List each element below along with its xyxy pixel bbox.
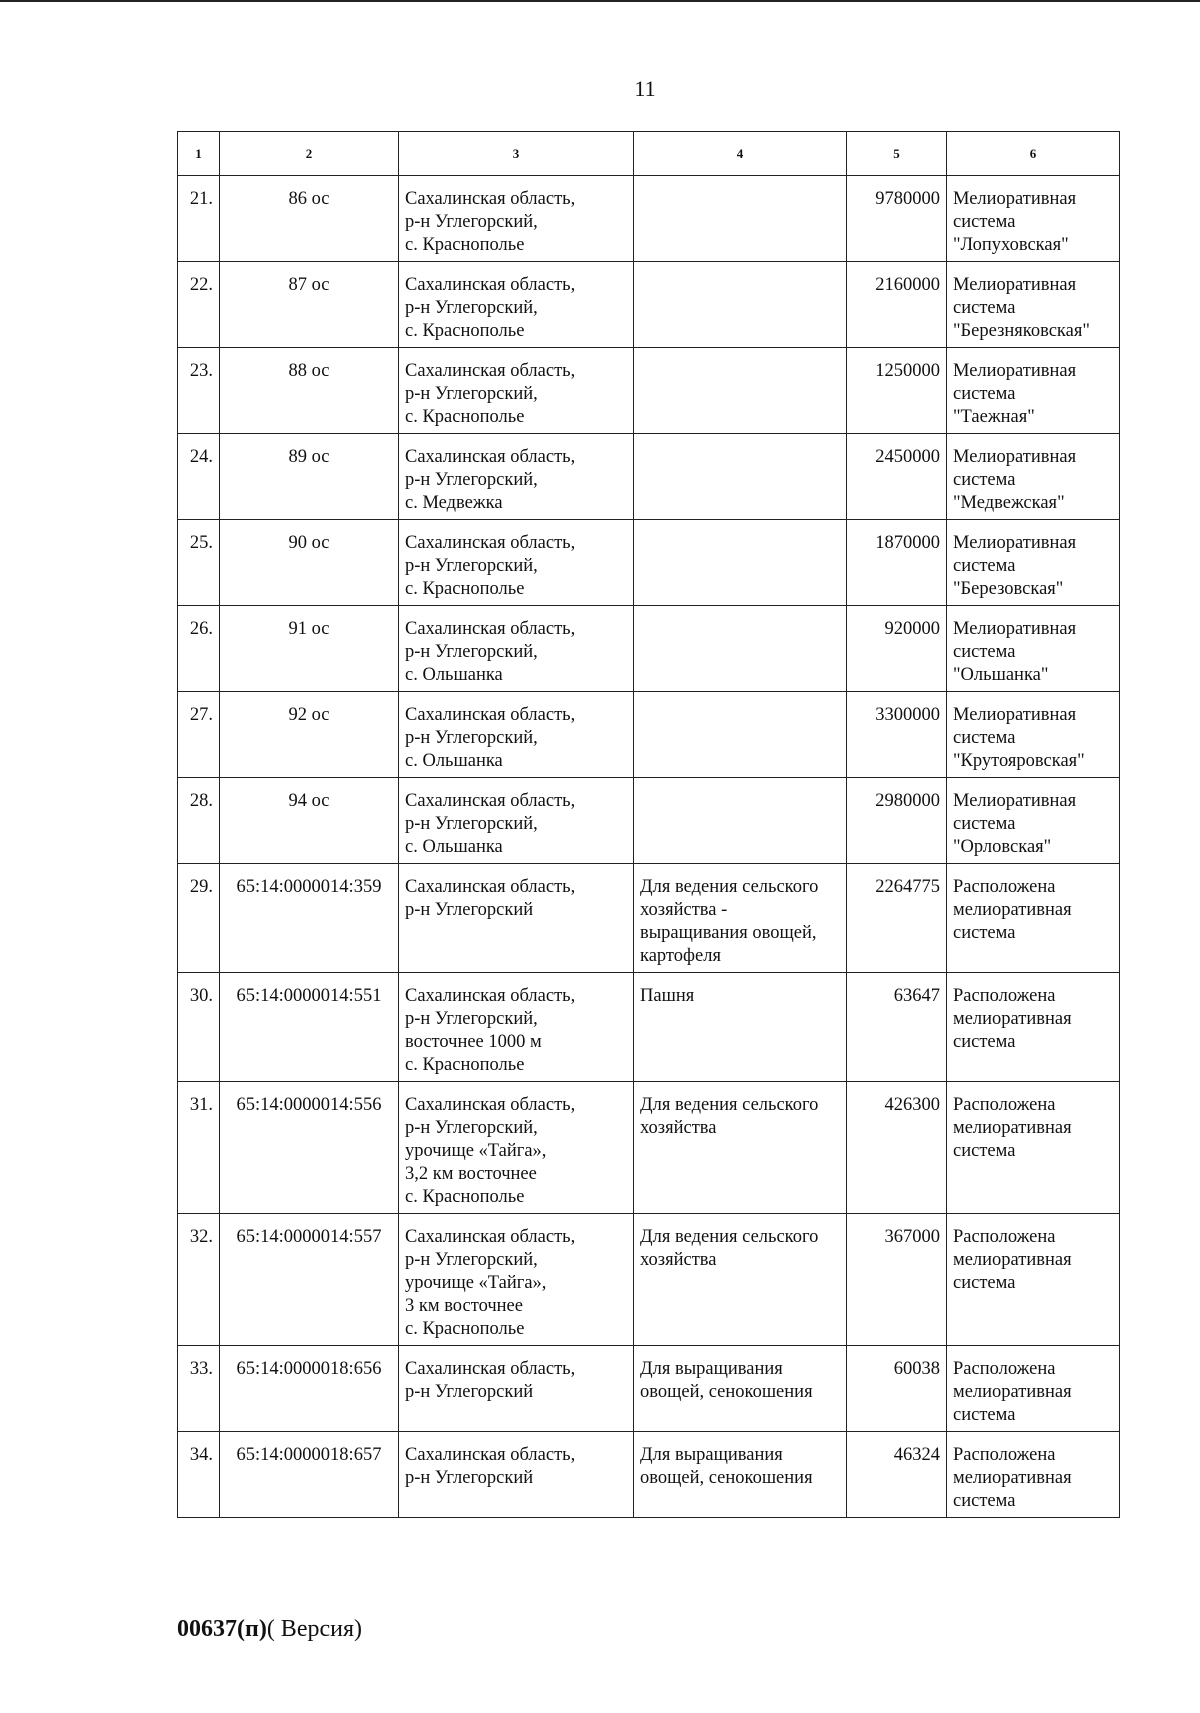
area-cell: 1250000 [847, 348, 947, 434]
cadastral-number: 65:14:0000014:557 [220, 1214, 399, 1346]
note-cell-line: система [953, 728, 1016, 748]
address-cell-line: Сахалинская область, [405, 361, 576, 381]
area-cell: 1870000 [847, 520, 947, 606]
note-cell-line: мелиоративная [953, 1382, 1072, 1402]
land-use-cell [634, 1082, 847, 1214]
note-cell-line: "Медвежская" [953, 493, 1065, 513]
address-cell [399, 176, 634, 262]
row-number: 34. [178, 1432, 220, 1518]
note-cell [947, 1082, 1120, 1214]
address-cell [399, 434, 634, 520]
note-cell-line: Расположена [953, 1227, 1056, 1247]
row-number: 21. [178, 176, 220, 262]
note-cell-line: система [953, 384, 1016, 404]
land-use-cell [634, 778, 847, 864]
area-cell: 920000 [847, 606, 947, 692]
address-cell-line: Сахалинская область, [405, 877, 576, 897]
address-cell-line: с. Краснополье [405, 1055, 525, 1075]
note-cell-line: Мелиоративная [953, 275, 1077, 295]
cadastral-number: 90 ос [220, 520, 399, 606]
area-cell: 46324 [847, 1432, 947, 1518]
address-cell [399, 864, 634, 973]
note-cell-line: система [953, 212, 1016, 232]
note-cell-line: "Крутояровская" [953, 751, 1085, 771]
cadastral-number: 89 ос [220, 434, 399, 520]
note-cell-line: система [953, 642, 1016, 662]
address-cell [399, 778, 634, 864]
address-cell [399, 348, 634, 434]
note-cell [947, 864, 1120, 973]
address-cell-line: р-н Углегорский [405, 1382, 534, 1402]
table-row [178, 864, 1120, 973]
note-cell [947, 1432, 1120, 1518]
land-use-cell-line: Для ведения сельского [640, 1095, 819, 1115]
address-cell-line: Сахалинская область, [405, 447, 576, 467]
note-cell-line: система [953, 1491, 1016, 1511]
land-registry-table [177, 131, 1120, 1518]
address-cell-line: р-н Углегорский, [405, 814, 538, 834]
note-cell-line: Мелиоративная [953, 705, 1077, 725]
land-use-cell [634, 348, 847, 434]
note-cell [947, 434, 1120, 520]
land-use-cell [634, 1214, 847, 1346]
page-top-border [0, 0, 1200, 2]
table-row [178, 606, 1120, 692]
cadastral-number: 88 ос [220, 348, 399, 434]
land-use-cell [634, 520, 847, 606]
document-code: 00637(п) [177, 1616, 267, 1642]
area-cell: 2264775 [847, 864, 947, 973]
land-use-cell [634, 864, 847, 973]
land-use-cell [634, 434, 847, 520]
note-cell [947, 973, 1120, 1082]
note-cell-line: система [953, 470, 1016, 490]
note-cell-line: Расположена [953, 1445, 1056, 1465]
address-cell-line: Сахалинская область, [405, 791, 576, 811]
address-cell [399, 606, 634, 692]
page-number: 11 [634, 76, 656, 101]
address-cell-line: р-н Углегорский, [405, 1250, 538, 1270]
address-cell-line: р-н Углегорский, [405, 384, 538, 404]
land-use-cell-line: Пашня [640, 986, 695, 1006]
table-row [178, 1214, 1120, 1346]
note-cell-line: "Березняковская" [953, 321, 1090, 341]
address-cell [399, 692, 634, 778]
area-cell: 2160000 [847, 262, 947, 348]
area-cell: 60038 [847, 1346, 947, 1432]
note-cell-line: мелиоративная [953, 1468, 1072, 1488]
row-number: 30. [178, 973, 220, 1082]
address-cell [399, 973, 634, 1082]
note-cell [947, 692, 1120, 778]
table-row [178, 262, 1120, 348]
cadastral-number: 65:14:0000014:359 [220, 864, 399, 973]
note-cell-line: мелиоративная [953, 1118, 1072, 1138]
address-cell-line: р-н Углегорский, [405, 728, 538, 748]
table-row [178, 176, 1120, 262]
column-header: 1 [178, 132, 220, 176]
address-cell-line: восточнее 1000 м [405, 1032, 542, 1052]
note-cell-line: система [953, 923, 1016, 943]
cadastral-number: 91 ос [220, 606, 399, 692]
note-cell-line: "Ольшанка" [953, 665, 1049, 685]
row-number: 26. [178, 606, 220, 692]
address-cell-line: Сахалинская область, [405, 705, 576, 725]
table-row [178, 778, 1120, 864]
address-cell-line: с. Ольшанка [405, 837, 503, 857]
address-cell-line: Сахалинская область, [405, 189, 576, 209]
land-use-cell [634, 1346, 847, 1432]
column-header: 5 [847, 132, 947, 176]
note-cell [947, 520, 1120, 606]
land-use-cell-line: овощей, сенокошения [640, 1468, 813, 1488]
note-cell [947, 606, 1120, 692]
cadastral-number: 86 ос [220, 176, 399, 262]
address-cell-line: Сахалинская область, [405, 275, 576, 295]
note-cell-line: "Лопуховская" [953, 235, 1069, 255]
land-use-cell [634, 262, 847, 348]
address-cell-line: урочище «Тайга», [405, 1273, 547, 1293]
note-cell-line: Расположена [953, 1095, 1056, 1115]
row-number: 33. [178, 1346, 220, 1432]
note-cell-line: Мелиоративная [953, 361, 1077, 381]
row-number: 24. [178, 434, 220, 520]
table-row [178, 1082, 1120, 1214]
address-cell-line: р-н Углегорский, [405, 212, 538, 232]
area-cell: 367000 [847, 1214, 947, 1346]
table-row [178, 348, 1120, 434]
note-cell-line: "Березовская" [953, 579, 1064, 599]
note-cell-line: Мелиоративная [953, 791, 1077, 811]
note-cell [947, 1346, 1120, 1432]
note-cell-line: система [953, 1141, 1016, 1161]
address-cell-line: р-н Углегорский [405, 1468, 534, 1488]
area-cell: 2980000 [847, 778, 947, 864]
land-use-cell-line: овощей, сенокошения [640, 1382, 813, 1402]
address-cell-line: Сахалинская область, [405, 533, 576, 553]
address-cell-line: с. Краснополье [405, 1319, 525, 1339]
cadastral-number: 65:14:0000014:556 [220, 1082, 399, 1214]
address-cell-line: р-н Углегорский [405, 900, 534, 920]
note-cell-line: "Таежная" [953, 407, 1035, 427]
table-row [178, 520, 1120, 606]
note-cell-line: Расположена [953, 877, 1056, 897]
address-cell-line: Сахалинская область, [405, 986, 576, 1006]
address-cell-line: с. Краснополье [405, 579, 525, 599]
row-number: 27. [178, 692, 220, 778]
note-cell-line: система [953, 1405, 1016, 1425]
address-cell [399, 1082, 634, 1214]
cadastral-number: 87 ос [220, 262, 399, 348]
column-header: 2 [220, 132, 399, 176]
land-use-cell-line: хозяйства [640, 1118, 717, 1138]
table-header-row [178, 132, 1120, 176]
address-cell-line: р-н Углегорский, [405, 298, 538, 318]
row-number: 28. [178, 778, 220, 864]
address-cell-line: 3,2 км восточнее [405, 1164, 537, 1184]
note-cell [947, 348, 1120, 434]
address-cell [399, 1346, 634, 1432]
address-cell-line: Сахалинская область, [405, 1445, 576, 1465]
note-cell [947, 1214, 1120, 1346]
note-cell-line: система [953, 298, 1016, 318]
note-cell-line: мелиоративная [953, 1009, 1072, 1029]
area-cell: 9780000 [847, 176, 947, 262]
area-cell: 3300000 [847, 692, 947, 778]
document-version: ( Версия) [266, 1616, 362, 1642]
note-cell-line: Расположена [953, 986, 1056, 1006]
address-cell-line: с. Медвежка [405, 493, 503, 513]
land-use-cell-line: выращивания овощей, [640, 923, 817, 943]
cadastral-number: 94 ос [220, 778, 399, 864]
note-cell-line: мелиоративная [953, 1250, 1072, 1270]
land-use-cell [634, 606, 847, 692]
address-cell-line: р-н Углегорский, [405, 470, 538, 490]
note-cell [947, 778, 1120, 864]
address-cell-line: р-н Углегорский, [405, 642, 538, 662]
row-number: 32. [178, 1214, 220, 1346]
address-cell-line: с. Краснополье [405, 1187, 525, 1207]
cadastral-number: 65:14:0000014:551 [220, 973, 399, 1082]
note-cell-line: Мелиоративная [953, 619, 1077, 639]
row-number: 31. [178, 1082, 220, 1214]
area-cell: 2450000 [847, 434, 947, 520]
row-number: 29. [178, 864, 220, 973]
address-cell-line: Сахалинская область, [405, 619, 576, 639]
land-use-cell [634, 692, 847, 778]
area-cell: 426300 [847, 1082, 947, 1214]
row-number: 23. [178, 348, 220, 434]
address-cell-line: р-н Углегорский, [405, 556, 538, 576]
table-row [178, 692, 1120, 778]
land-use-cell-line: Для ведения сельского [640, 877, 819, 897]
address-cell-line: урочище «Тайга», [405, 1141, 547, 1161]
note-cell-line: система [953, 814, 1016, 834]
address-cell [399, 262, 634, 348]
land-use-cell-line: Для выращивания [640, 1445, 783, 1465]
note-cell-line: Мелиоративная [953, 447, 1077, 467]
table-body [178, 176, 1120, 1518]
address-cell [399, 1214, 634, 1346]
land-use-cell-line: хозяйства - [640, 900, 728, 920]
note-cell [947, 176, 1120, 262]
table-row [178, 1432, 1120, 1518]
row-number: 25. [178, 520, 220, 606]
table-row [178, 973, 1120, 1082]
address-cell-line: Сахалинская область, [405, 1227, 576, 1247]
address-cell-line: р-н Углегорский, [405, 1009, 538, 1029]
cadastral-number: 65:14:0000018:656 [220, 1346, 399, 1432]
column-header: 3 [399, 132, 634, 176]
note-cell-line: Мелиоративная [953, 189, 1077, 209]
land-use-cell [634, 176, 847, 262]
address-cell [399, 1432, 634, 1518]
note-cell-line: мелиоративная [953, 900, 1072, 920]
cadastral-number: 92 ос [220, 692, 399, 778]
address-cell-line: с. Краснополье [405, 407, 525, 427]
land-use-cell-line: Для ведения сельского [640, 1227, 819, 1247]
table-row [178, 434, 1120, 520]
address-cell-line: с. Ольшанка [405, 751, 503, 771]
column-header: 6 [947, 132, 1120, 176]
cadastral-number: 65:14:0000018:657 [220, 1432, 399, 1518]
address-cell-line: 3 км восточнее [405, 1296, 523, 1316]
note-cell-line: система [953, 556, 1016, 576]
note-cell-line: Мелиоративная [953, 533, 1077, 553]
document-footer [177, 1616, 362, 1643]
land-use-cell-line: хозяйства [640, 1250, 717, 1270]
table-row [178, 1346, 1120, 1432]
column-header: 4 [634, 132, 847, 176]
address-cell-line: Сахалинская область, [405, 1095, 576, 1115]
address-cell-line: с. Краснополье [405, 235, 525, 255]
land-use-cell-line: Для выращивания [640, 1359, 783, 1379]
address-cell-line: р-н Углегорский, [405, 1118, 538, 1138]
note-cell-line: Расположена [953, 1359, 1056, 1379]
land-use-cell [634, 1432, 847, 1518]
address-cell-line: с. Ольшанка [405, 665, 503, 685]
note-cell [947, 262, 1120, 348]
land-use-cell-line: картофеля [640, 946, 721, 966]
note-cell-line: "Орловская" [953, 837, 1052, 857]
note-cell-line: система [953, 1032, 1016, 1052]
land-use-cell [634, 973, 847, 1082]
row-number: 22. [178, 262, 220, 348]
address-cell [399, 520, 634, 606]
address-cell-line: с. Краснополье [405, 321, 525, 341]
area-cell: 63647 [847, 973, 947, 1082]
note-cell-line: система [953, 1273, 1016, 1293]
address-cell-line: Сахалинская область, [405, 1359, 576, 1379]
